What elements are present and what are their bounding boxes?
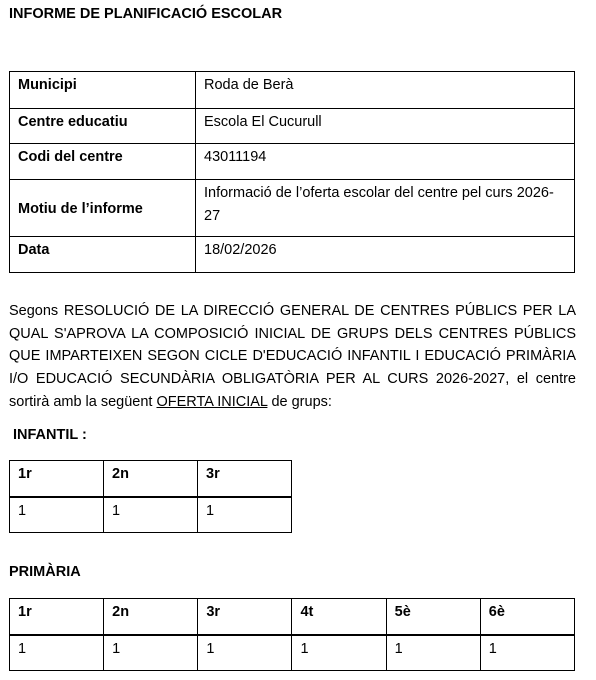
paragraph-text: Segons RESOLUCIÓ DE LA DIRECCIÓ GENERAL DE CENTRES PÚBLICS PER LA QUAL S'APROVA LA COMPOSICIÓ INICIAL DE GRUPS DELS CENTRES PÚBLICS QUE IMPARTEIXEN SEGON CICLE D'EDUCACIÓ INFANTIL I EDUCACIÓ PRIMÀRIA I/O EDUCACIÓ SECUNDÀRIA OBLIGATÒRIA PER AL CURS 2026-2027, el centre sortirà amb la següent [9, 303, 576, 410]
info-label: Data [10, 237, 196, 273]
column-header: 3r [198, 461, 292, 498]
info-value: 43011194 [196, 144, 575, 180]
table-cell: 1 [10, 497, 104, 533]
info-value: Escola El Cucurull [196, 109, 575, 144]
info-row-centre [10, 109, 575, 144]
table-cell: 1 [198, 497, 292, 533]
table-row [10, 497, 292, 533]
column-header: 3r [198, 599, 292, 636]
infantil-heading: INFANTIL : [13, 427, 87, 443]
column-header: 4t [292, 599, 386, 636]
info-row-codi [10, 144, 575, 180]
info-row-municipi [10, 72, 575, 109]
column-header: 1r [10, 599, 104, 636]
table-row [10, 635, 575, 671]
column-header: 5è [386, 599, 480, 636]
table-cell: 1 [480, 635, 574, 671]
info-label: Centre educatiu [10, 109, 196, 144]
resolution-paragraph [9, 300, 576, 414]
column-header: 6è [480, 599, 574, 636]
table-cell: 1 [198, 635, 292, 671]
primaria-heading: PRIMÀRIA [9, 564, 81, 580]
column-header: 2n [104, 461, 198, 498]
table-cell: 1 [10, 635, 104, 671]
table-cell: 1 [104, 497, 198, 533]
info-row-data [10, 237, 575, 273]
oferta-inicial-text: OFERTA INICIAL [156, 393, 268, 410]
table-cell: 1 [104, 635, 198, 671]
document-title: INFORME DE PLANIFICACIÓ ESCOLAR [9, 6, 283, 22]
info-value: Roda de Berà [196, 72, 575, 109]
table-cell: 1 [292, 635, 386, 671]
table-header-row [10, 461, 292, 498]
info-label: Motiu de l’informe [10, 180, 196, 237]
table-header-row [10, 599, 575, 636]
info-value: 18/02/2026 [196, 237, 575, 273]
column-header: 2n [104, 599, 198, 636]
infantil-table [9, 460, 292, 533]
table-cell: 1 [386, 635, 480, 671]
center-info-table [9, 71, 575, 273]
info-value: Informació de l’oferta escolar del centre pel curs 2026-27 [196, 180, 575, 237]
primaria-table [9, 598, 575, 671]
info-label: Municipi [10, 72, 196, 109]
column-header: 1r [10, 461, 104, 498]
paragraph-text-end: de grups: [267, 393, 332, 410]
info-row-motiu [10, 180, 575, 237]
info-label: Codi del centre [10, 144, 196, 180]
